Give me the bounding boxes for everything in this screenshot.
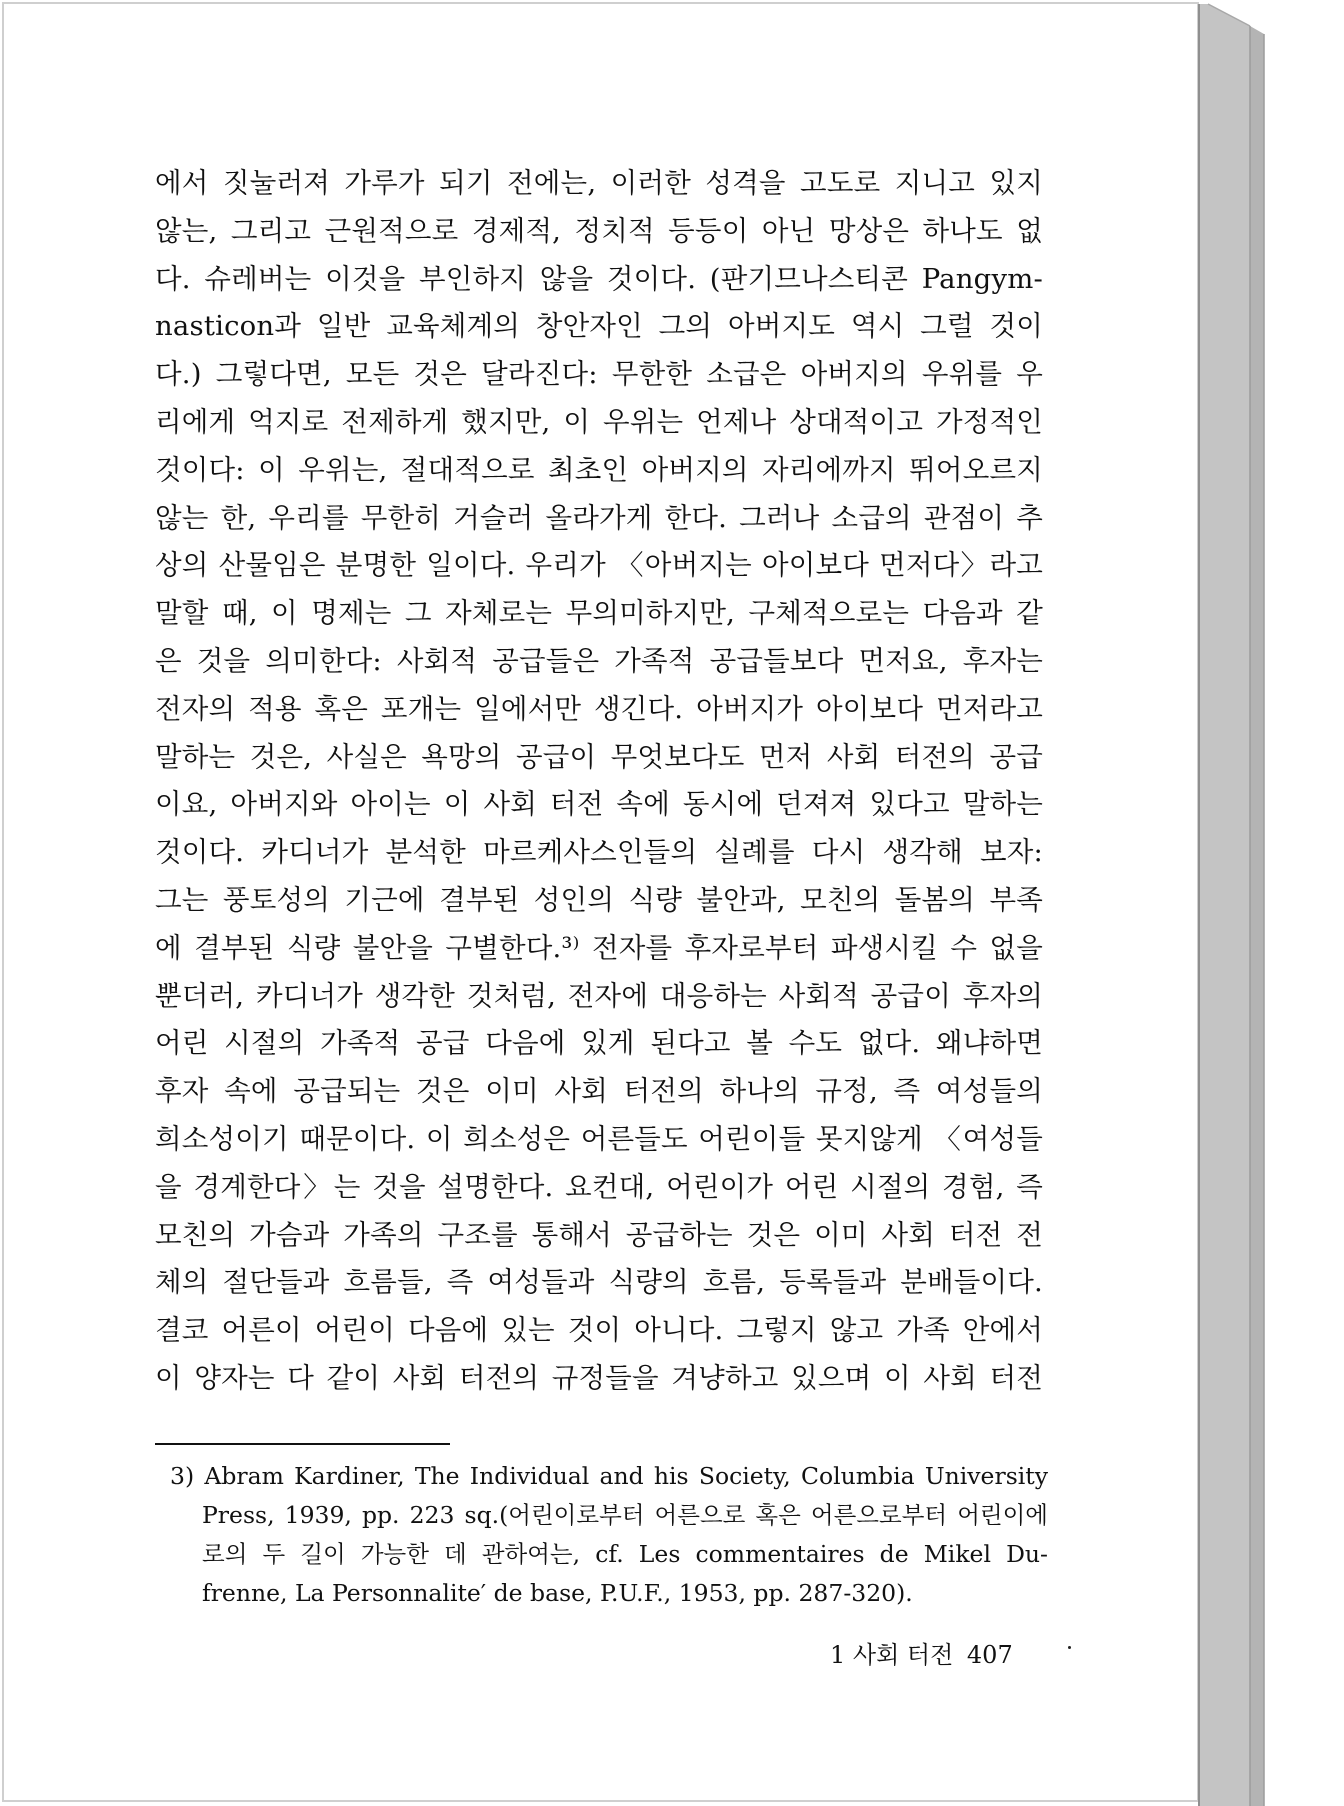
text-line: 모친의 가슴과 가족의 구조를 통해서 공급하는 것은 이미 사회 터전 전 xyxy=(155,1218,1043,1251)
text-line: 어린 시절의 가족적 공급 다음에 있게 된다고 볼 수도 없다. 왜냐하면 xyxy=(155,1027,1043,1060)
chapter-title: 1 사회 터전 xyxy=(830,1641,954,1669)
footnote-divider xyxy=(155,1443,450,1445)
text-line: 이 양자는 다 같이 사회 터전의 규정들을 겨냥하고 있으며 이 사회 터전 xyxy=(155,1361,1043,1394)
text-line: nasticon과 일반 교육체계의 창안자인 그의 아버지도 역시 그럴 것이 xyxy=(155,310,1043,343)
text-line: 말하는 것은, 사실은 욕망의 공급이 무엇보다도 먼저 사회 터전의 공급 xyxy=(155,740,1043,773)
page-footer xyxy=(830,1638,1130,1672)
text-line: 것이다. 카디너가 분석한 마르케사스인들의 실례를 다시 생각해 보자: xyxy=(155,836,1043,869)
text-line: 다. 슈레버는 이것을 부인하지 않을 것이다. (판기므나스티콘 Pangym- xyxy=(155,262,1043,295)
footnote-line: frenne, La Personnalite′ de base, P.U.F., 1953, pp. 287-320). xyxy=(202,1579,913,1607)
text-line: 결코 어른이 어린이 다음에 있는 것이 아니다. 그렇지 않고 가족 안에서 xyxy=(155,1314,1043,1347)
text-line: 말할 때, 이 명제는 그 자체로는 무의미하지만, 구체적으로는 다음과 같 xyxy=(155,597,1043,630)
text-line: 이요, 아버지와 아이는 이 사회 터전 속에 동시에 던져져 있다고 말하는 xyxy=(155,788,1043,821)
text-line: 후자 속에 공급되는 것은 이미 사회 터전의 하나의 규정, 즉 여성들의 xyxy=(155,1075,1043,1108)
footnotes xyxy=(170,1457,1048,1613)
body-text xyxy=(155,160,1043,1403)
text-line: 것이다: 이 우위는, 절대적으로 최초인 아버지의 자리에까지 뛰어오르지 xyxy=(155,453,1043,486)
print-speck xyxy=(1068,1646,1071,1649)
text-line: 에 결부된 식량 불안을 구별한다.³⁾ 전자를 후자로부터 파생시킬 수 없을 xyxy=(155,931,1043,964)
text-line: 상의 산물임은 분명한 일이다. 우리가 〈아버지는 아이보다 먼저다〉라고 xyxy=(155,549,1043,582)
text-line: 뿐더러, 카디너가 생각한 것처럼, 전자에 대응하는 사회적 공급이 후자의 xyxy=(155,979,1043,1012)
text-line: 희소성이기 때문이다. 이 희소성은 어른들도 어린이들 못지않게 〈여성들 xyxy=(155,1122,1043,1155)
text-line: 않는, 그리고 근원적으로 경제적, 정치적 등등이 아닌 망상은 하나도 없 xyxy=(155,214,1043,247)
text-line: 리에게 억지로 전제하게 했지만, 이 우위는 언제나 상대적이고 가정적인 xyxy=(155,405,1043,438)
text-line: 에서 짓눌러져 가루가 되기 전에는, 이러한 성격을 고도로 지니고 있지 xyxy=(155,167,1043,199)
text-line: 을 경계한다〉는 것을 설명한다. 요컨대, 어린이가 어린 시절의 경험, 즉 xyxy=(155,1170,1043,1203)
text-line: 체의 절단들과 흐름들, 즉 여성들과 식량의 흐름, 등록들과 분배들이다. xyxy=(155,1266,1043,1299)
footnote-line: 로의 두 길이 가능한 데 관하여는, cf. Les commentaires de Mikel Du- xyxy=(202,1540,1048,1568)
text-line: 않는 한, 우리를 무한히 거슬러 올라가게 한다. 그러나 소급의 관점이 추 xyxy=(155,501,1043,534)
text-line: 그는 풍토성의 기근에 결부된 성인의 식량 불안과, 모친의 돌봄의 부족 xyxy=(155,883,1043,916)
page-number: 407 xyxy=(966,1641,1013,1669)
text-line: 전자의 적용 혹은 포개는 일에서만 생긴다. 아버지가 아이보다 먼저라고 xyxy=(155,692,1043,725)
text-line: 다.) 그렇다면, 모든 것은 달라진다: 무한한 소급은 아버지의 우위를 우 xyxy=(155,358,1043,391)
footnote-line: Press, 1939, pp. 223 sq.(어린이로부터 어른으로 혹은 어른으로부터 어린이에 xyxy=(202,1501,1048,1529)
footnote-line: 3) Abram Kardiner, The Individual and his Society, Columbia University xyxy=(170,1462,1048,1490)
text-line: 은 것을 의미한다: 사회적 공급들은 가족적 공급들보다 먼저요, 후자는 xyxy=(155,644,1043,677)
